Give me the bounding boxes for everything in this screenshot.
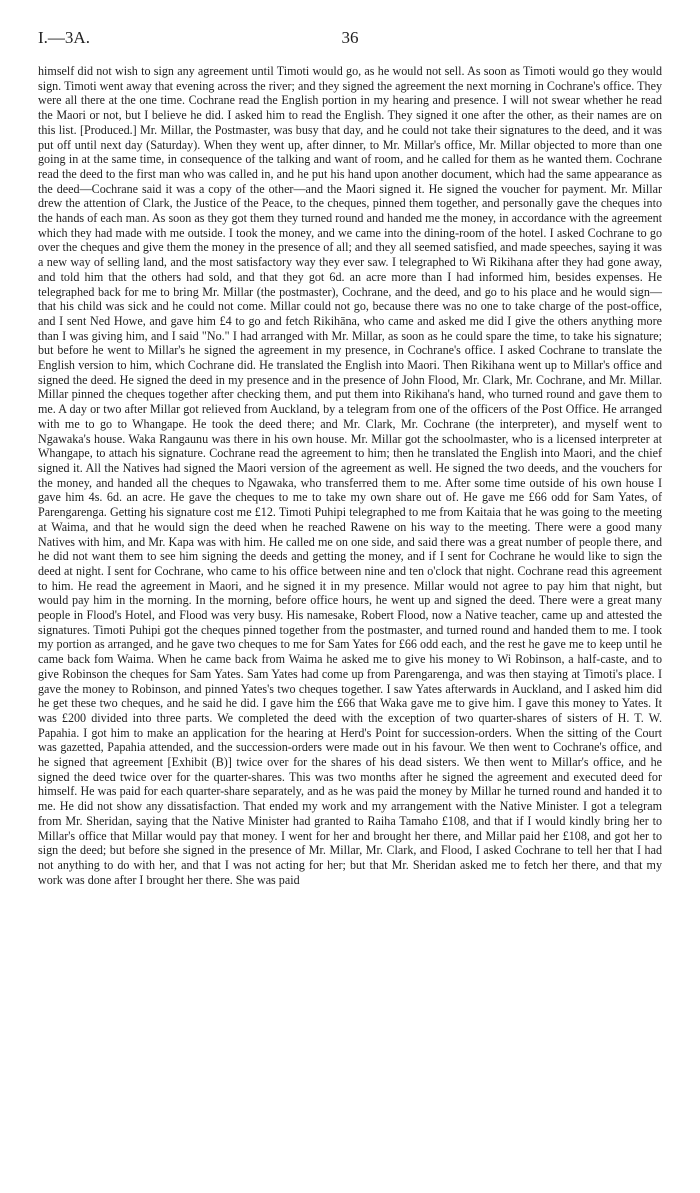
page-number: 36: [341, 28, 359, 47]
page-header: [38, 28, 662, 54]
body-text-block: [38, 64, 662, 887]
body-paragraph: himself did not wish to sign any agreement until Timoti would go, as he would not sell. As soon as Timoti would go they would sign. Timoti went away that evening across the river; and they signed the agreement the next morning in Cochrane's office. They were all there at the one time. Cochrane read the English portion in my hearing and presence. I will not swear whether he read the Maori or not, but I believe he did. I asked him to read the English. They signed it one after the other, as their names are on this list. [Produced.] Mr. Millar, the Postmaster, was busy that day, and he could not take their signatures to the deed, and it was put off until next day (Saturday). When they went up, after dinner, to Mr. Millar's office, Mr. Millar objected to more than one going in at the same time, in consequence of the talking and want of room, and he called for them as he wanted them. Cochrane read the deed to the first man who was called in, and he put his hand upon another document, which had the same appearance as the deed—Cochrane said it was a copy of the other—and the Maori signed it. He signed the voucher for payment. Mr. Millar drew the attention of Clark, the Justice of the Peace, to the cheques, pinned them together, and personally gave the cheques into the hands of each man. As soon as they got them they turned round and handed me the money, in accordance with the agreement which they had made with me outside. I took the money, and we came into the dining-room of the hotel. I asked Cochrane to go over the cheques and give them the money in the presence of all; and they all seemed satisfied, and made speeches, saying it was a new way of selling land, and the most satisfactory way they ever saw. I telegraphed to Wi Rikihana after they had gone away, and told him that the others had sold, and that they got 6d. an acre more than I had informed him, besides expenses. He telegraphed back for me to bring Mr. Millar (the postmaster), Cochrane, and the deed, and go to his place and he would sign—that his child was sick and he could not come. Millar could not go, because there was no one to take charge of the post-office, and I sent Ned Howe, and gave him £4 to go and fetch Rikihāna, who came and asked me did I give the others anything more than I was giving him, and I said "No." I had arranged with Mr. Millar, as soon as he could spare the time, to take his signature; but before he went to Millar's he signed the agreement in my presence, in Cochrane's office. I asked Cochrane to translate the English version to him, which Cochrane did. He translated the English into Maori. Then Rikihana went up to Millar's office and signed the deed. He signed the deed in my presence and in the presence of John Flood, Mr. Clark, Mr. Cochrane, and Mr. Millar. Millar pinned the cheques together after checking them, and put them into Rikihana's hand, who turned round and gave them to me. A day or two after Millar got relieved from Auckland, by a telegram from one of the officers of the Post Office. He arranged with me to go to Whangape. He took the deed there; and Mr. Clark, Mr. Cochrane (the interpreter), and myself went to Ngawaka's house. Waka Rangaunu was there in his own house. Mr. Millar got the schoolmaster, who is a licensed interpreter at Whangape, to attach his signature. Cochrane read the agreement to him; then he translated the English into Maori, and the chief signed it. All the Natives had signed the Maori version of the agreement as well. He signed the two deeds, and the vouchers for the money, and handed all the cheques to Ngawaka, who transferred them to me. After some time outside of his own house I gave him 4s. 6d. an acre. He gave the cheques to me to take my own share out of. He gave me £66 odd for Sam Yates, of Parengarenga. Getting his signature cost me £12. Timoti Puhipi telegraphed to me from Kaitaia that he was going to the meeting at Waima, and that he would sign the deed when he reached Rawene on his way to the meeting. There were a good many Natives with him, and Mr. Kapa was with him. He called me on one side, and said there was a great number of people there, and he did not want them to see him signing the deeds and getting the money, and if I sent for Cochrane he would like to sign the deed at night. I sent for Cochrane, who came to his office between nine and ten o'clock that night. Cochrane read this agreement to him. He read the agreement in Maori, and he signed it in my presence. Millar would not agree to pay him that night, but would pay him in the morning. In the morning, before office hours, he went up and signed the deed. There were a great many people in Flood's Hotel, and Flood was very busy. His namesake, Robert Flood, now a Native teacher, came up and attested the signatures. Timoti Puhipi got the cheques pinned together from the postmaster, and turned round and handed them to me. I took my portion as arranged, and he gave two cheques to me for Sam Yates for £66 odd each, and the rest he gave me to keep until he came back fom Waima. When he came back from Waima he asked me to give his money to Wi Robinson, a half-caste, and to give Robinson the cheques for Sam Yates. Sam Yates had come up from Parengarenga, and was then staying at Timoti's place. I gave the money to Robinson, and pinned Yates's two cheques together. I saw Yates afterwards in Auckland, and I asked him did he get these two cheques, and he said he did. I gave him the £66 that Waka gave me to give him. I gave this money to Yates. It was £200 divided into three parts. We completed the deed with the exception of two quarter-shares of sisters of H. T. W. Papahia. I got him to make an application for the hearing at Herd's Point for succession-orders. When the sitting of the Court was gazetted, Papahia attended, and the succession-orders were made out in his favour. We then went to Cochrane's office, and he signed that agreement [Exhibit (B)] twice over for the shares of his dead sisters. We then went to Millar's office, and he signed the deed twice over for the quarter-shares. This was two months after he signed the agreement and executed deed for himself. He was paid for each quarter-share separately, and as he was paid the money by Millar he turned round and handed it to me. He did not show any dissatisfaction. That ended my work and my arrangement with the Native Minister. I got a telegram from Mr. Sheridan, saying that the Native Minister had granted to Raiha Tamaho £108, and that if I would kindly bring her to Millar's office that Millar would pay that money. I went for her and brought her there, and Millar paid her £108, and got her to sign the deed; but before she signed in the presence of Mr. Millar, Mr. Clark, and Flood, I asked Cochrane to tell her that I had not anything to do with her, and that I was not acting for her; but that Mr. Sheridan asked me to fetch her there, and that my work was done after I brought her there. She was paid: [38, 64, 662, 887]
document-reference: I.—3A.: [38, 28, 90, 47]
